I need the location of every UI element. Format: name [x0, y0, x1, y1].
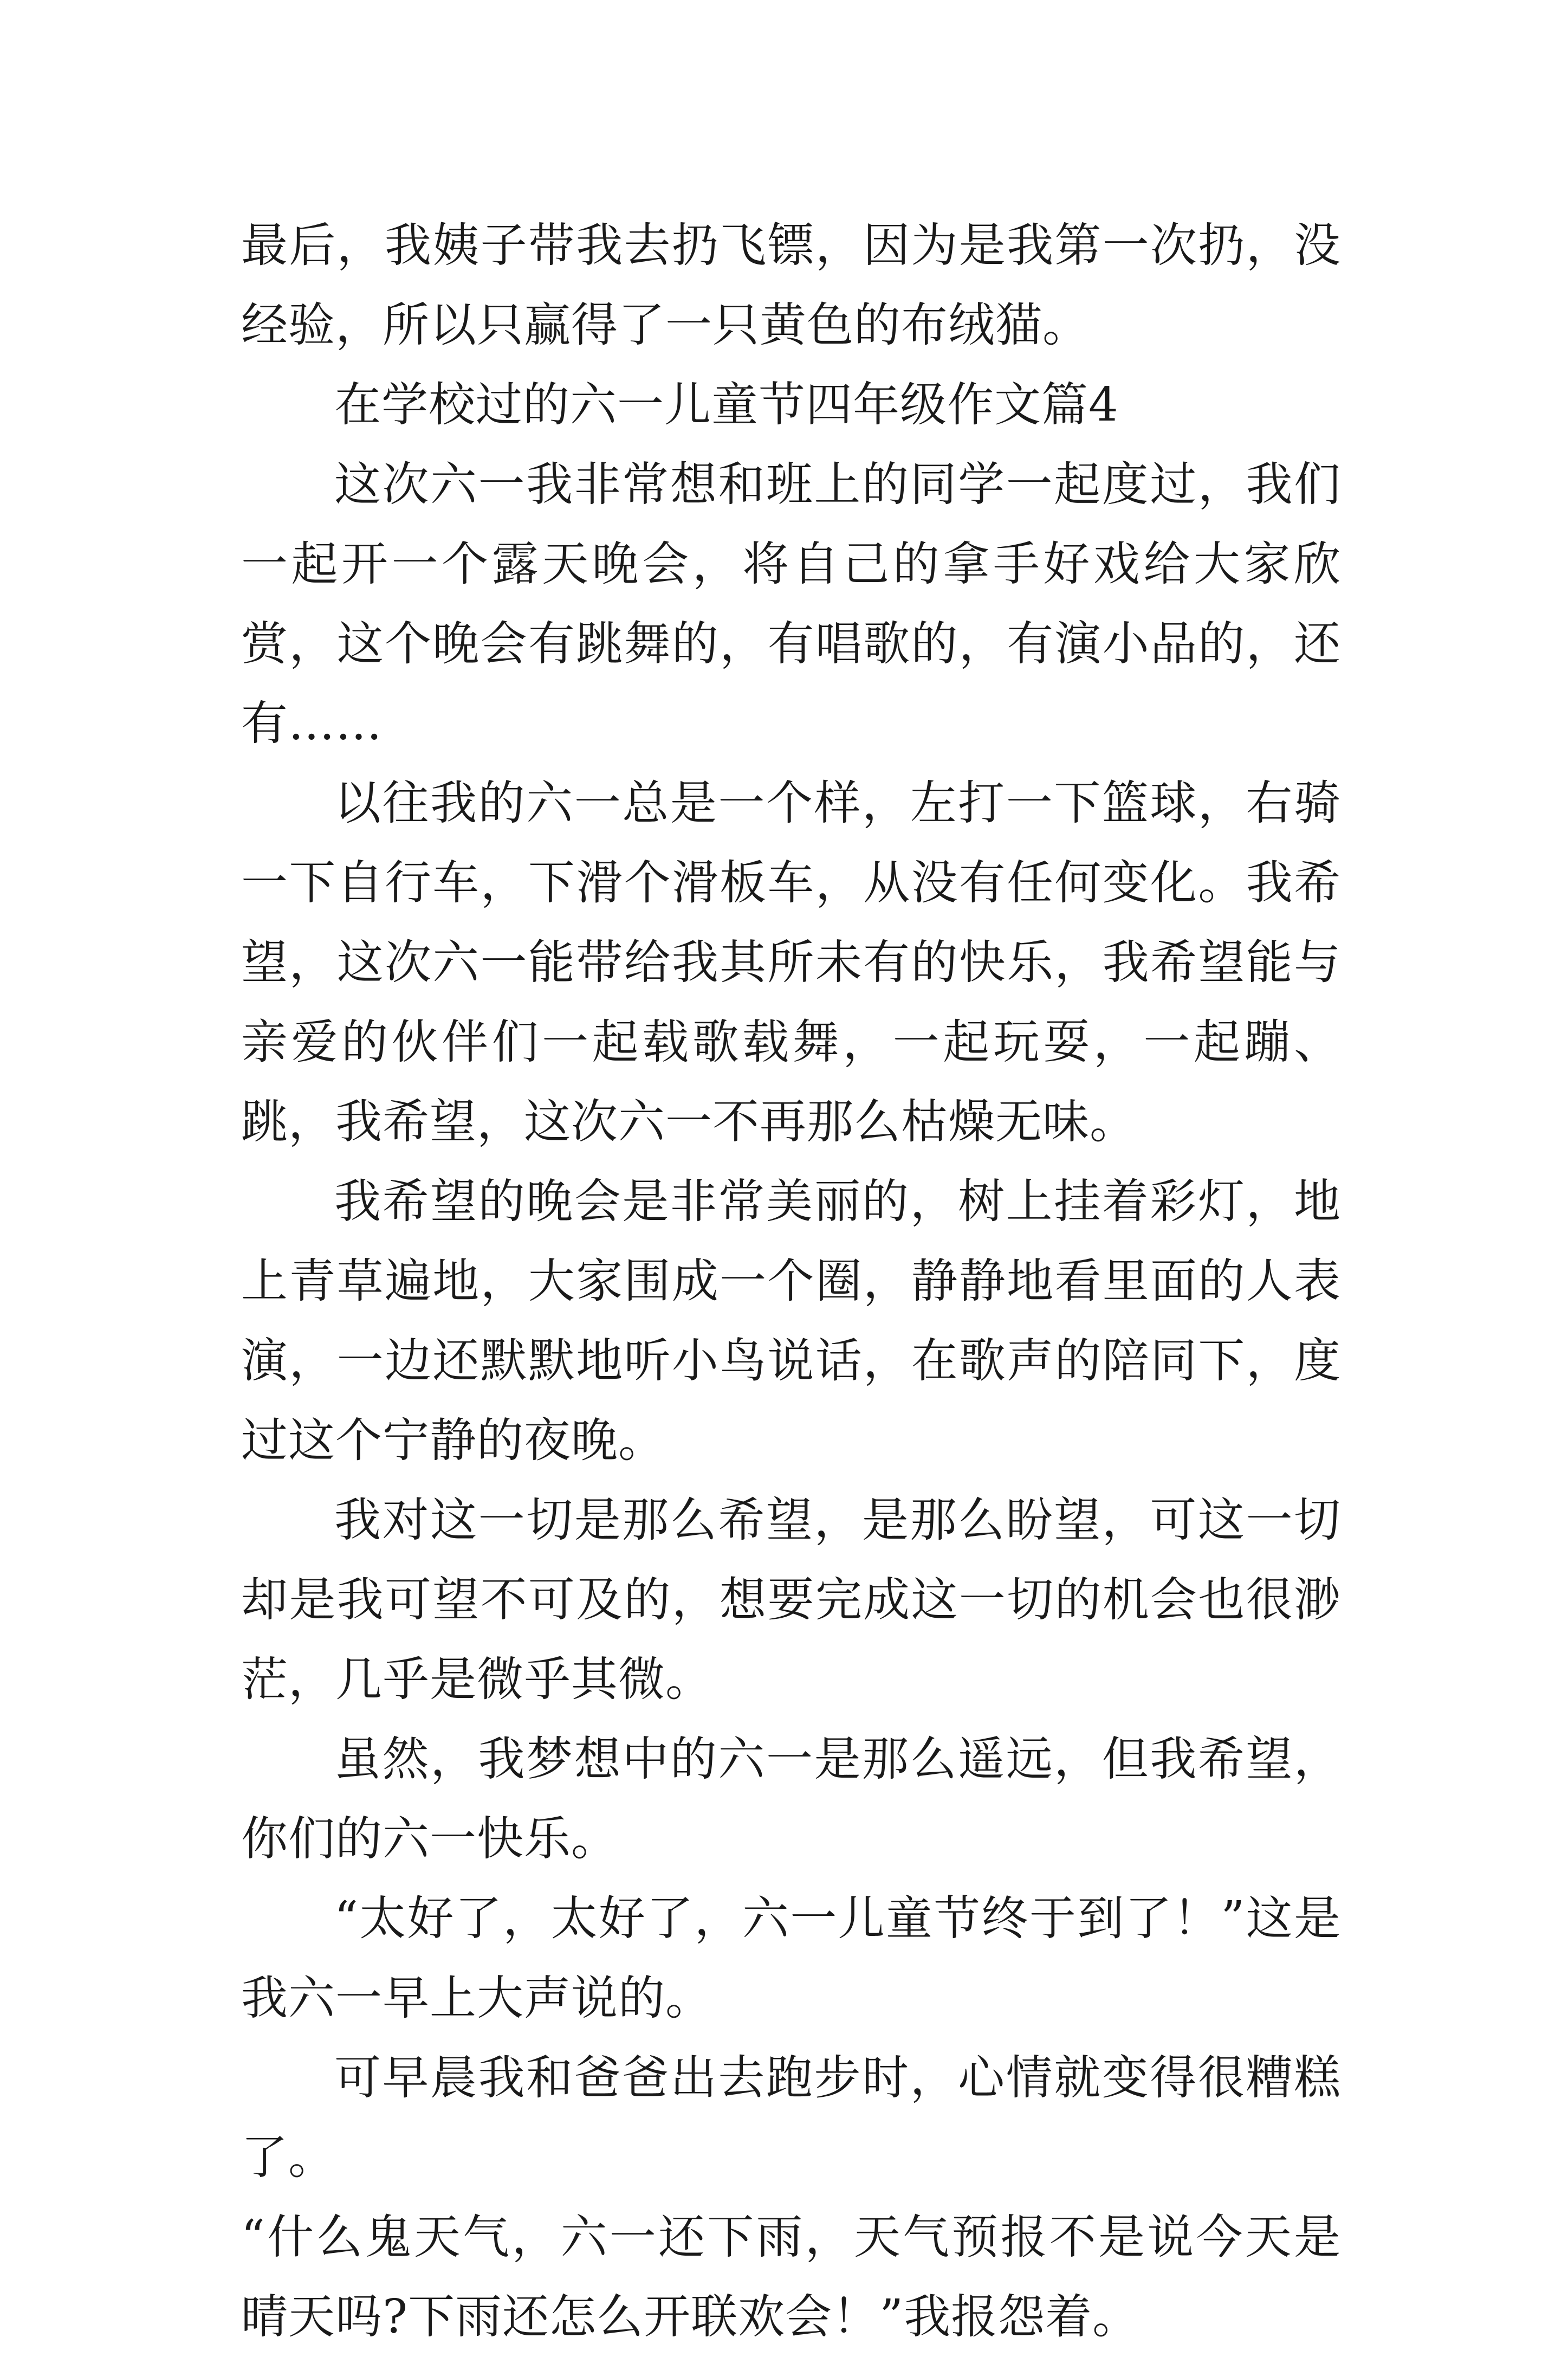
paragraph: 我对这一切是那么希望，是那么盼望，可这一切却是我可望不可及的，想要完成这一切的机会也很渺茫，几乎是微乎其微。: [241, 1493, 1341, 1707]
paragraph: “太好了，太好了，六一儿童节终于到了！”这是我六一早上大声说的。: [241, 1891, 1341, 2025]
paragraph: “什么鬼天气，六一还下雨，天气预报不是说今天是晴天吗?下雨还怎么开联欢会！”我报怨着。: [241, 2210, 1341, 2344]
paragraph: 以往我的六一总是一个样，左打一下篮球，右骑一下自行车，下滑个滑板车，从没有任何变化。我希望，这次六一能带给我其所未有的快乐，我希望能与亲爱的伙伴们一起载歌载舞，一起玩耍，一起蹦、跳，我希望，这次六一不再那么枯燥无味。: [241, 776, 1341, 1149]
paragraph: 我希望的晚会是非常美丽的，树上挂着彩灯，地上青草遍地，大家围成一个圈，静静地看里面的人表演，一边还默默地听小鸟说话，在歌声的陪同下，度过这个宁静的夜晚。: [241, 1174, 1341, 1468]
paragraph: 这次六一我非常想和班上的同学一起度过，我们一起开一个露天晚会，将自己的拿手好戏给大家欣赏，这个晚会有跳舞的，有唱歌的，有演小品的，还有……: [241, 457, 1341, 751]
essay-title: 在学校过的六一儿童节四年级作文篇4: [334, 378, 1119, 432]
document-body: [241, 206, 1341, 2357]
paragraph-continuation: 最后，我姨子带我去扔飞镖，因为是我第一次扔，没经验，所以只赢得了一只黄色的布绒猫。: [241, 218, 1341, 352]
paragraph: 虽然，我梦想中的六一是那么遥远，但我希望，你们的六一快乐。: [241, 1732, 1341, 1866]
paragraph: 可早晨我和爸爸出去跑步时，心情就变得很糟糕了。: [241, 2051, 1341, 2185]
